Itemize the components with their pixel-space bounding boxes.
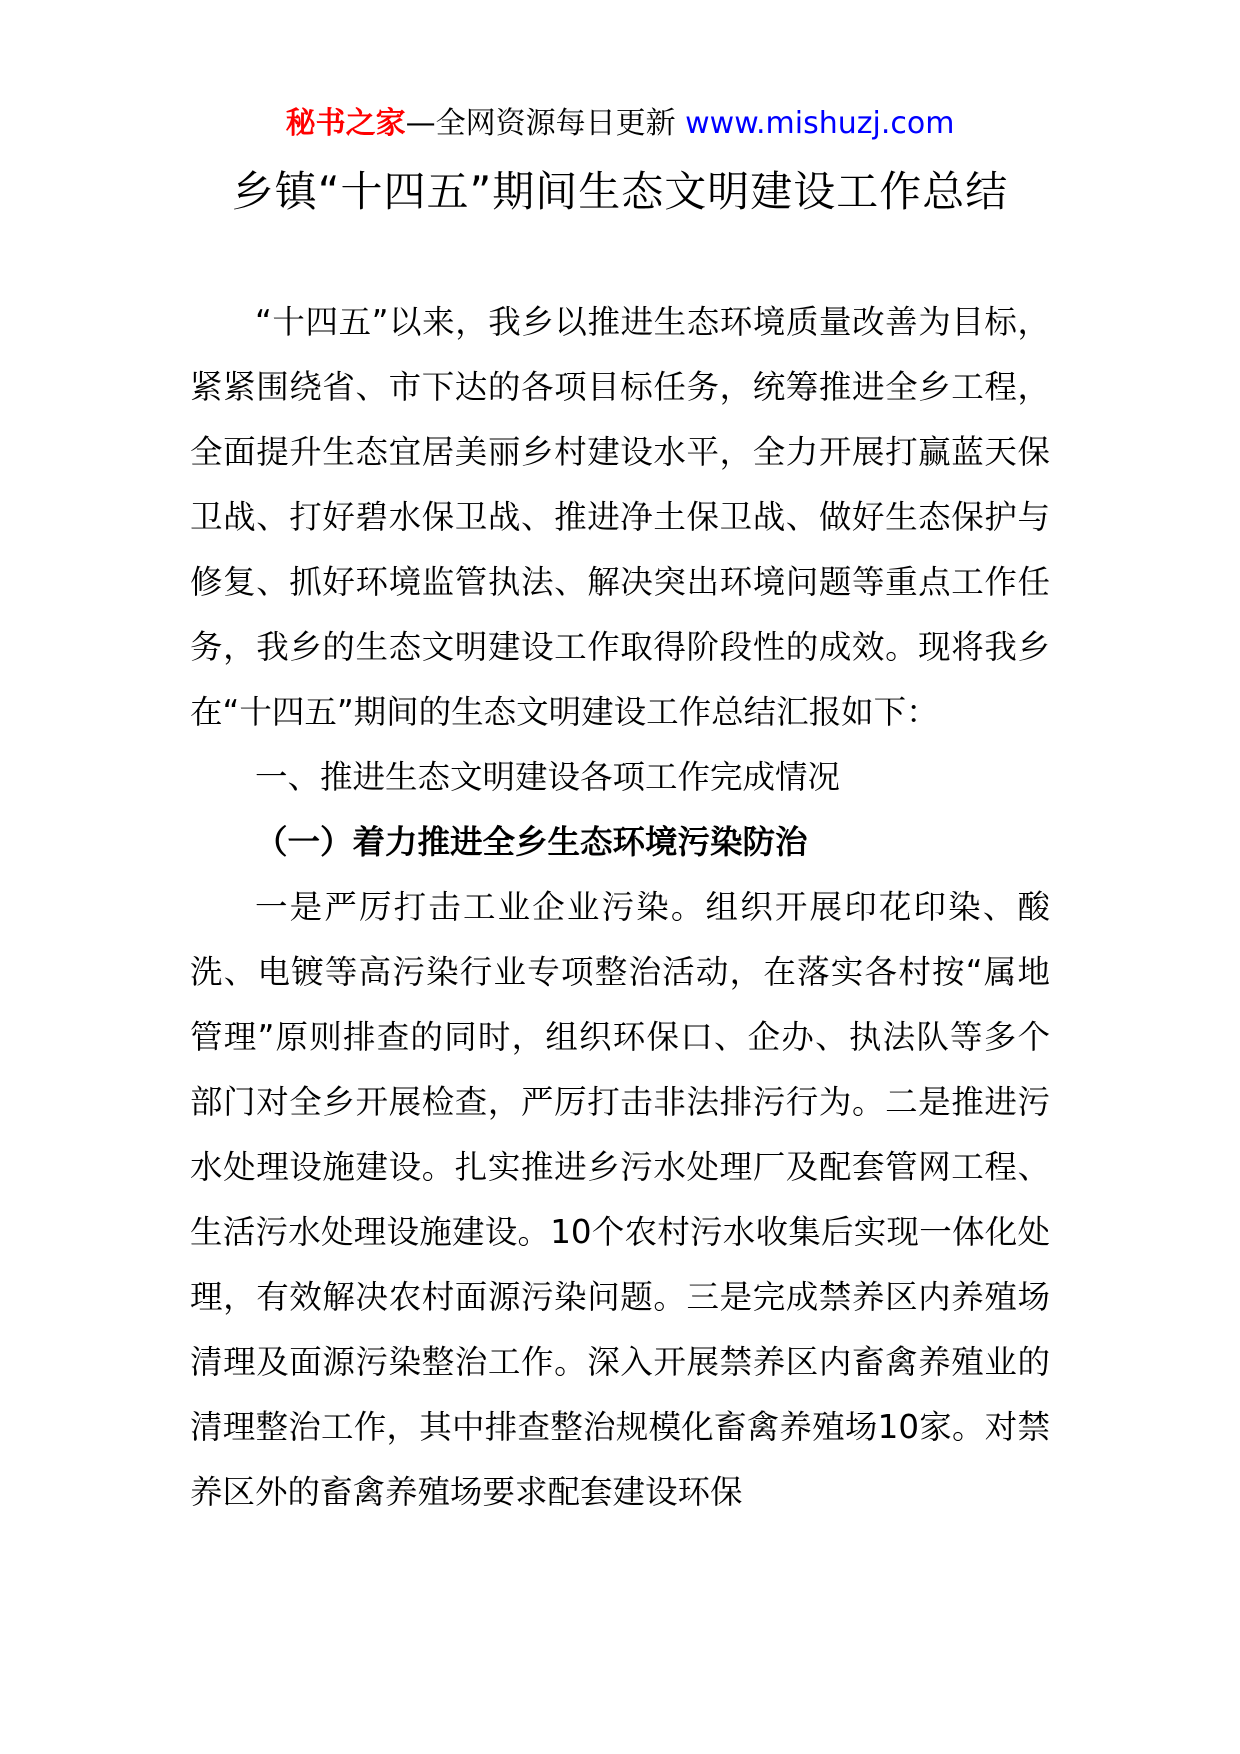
document-title: 乡镇“十四五”期间生态文明建设工作总结 — [231, 167, 1009, 216]
document-body — [190, 290, 1050, 1525]
section-heading-1: 一、推进生态文明建设各项工作完成情况 — [255, 758, 841, 796]
brand-name: 秘书之家 — [285, 106, 406, 141]
header-tagline: —全网资源每日更新 — [405, 106, 676, 141]
intro-paragraph: “十四五”以来，我乡以推进生态环境质量改善为目标，紧紧围绕省、市下达的各项目标任务，统筹推进全乡工程，全面提升生态宜居美丽乡村建设水平，全力开展打赢蓝天保卫战、打好碧水保卫战、推进净土保卫战、做好生态保护与修复、抓好环境监管执法、解决突出环境问题等重点工作任务，我乡的生态文明建设工作取得阶段性的成效。现将我乡在“十四五”期间的生态文明建设工作总结汇报如下： — [190, 303, 1050, 731]
subsection-heading-1: （一）着力推进全乡生态环境污染防治 — [255, 823, 808, 861]
site-url-link[interactable]: www.mishuzj.com — [685, 106, 955, 141]
body-paragraph-1: 一是严厉打击工业企业污染。组织开展印花印染、酸洗、电镀等高污染行业专项整治活动，在落实各村按“属地管理”原则排查的同时，组织环保口、企办、执法队等多个部门对全乡开展检查，严厉打击非法排污行为。二是推进污水处理设施建设。扎实推进乡污水处理厂及配套管网工程、生活污水处理设施建设。10个农村污水收集后实现一体化处理，有效解决农村面源污染问题。三是完成禁养区内养殖场清理及面源污染整治工作。深入开展禁养区内畜禽养殖业的清理整治工作，其中排查整治规模化畜禽养殖场10家。对禁养区外的畜禽养殖场要求配套建设环保 — [190, 888, 1050, 1511]
site-header — [0, 100, 1240, 148]
